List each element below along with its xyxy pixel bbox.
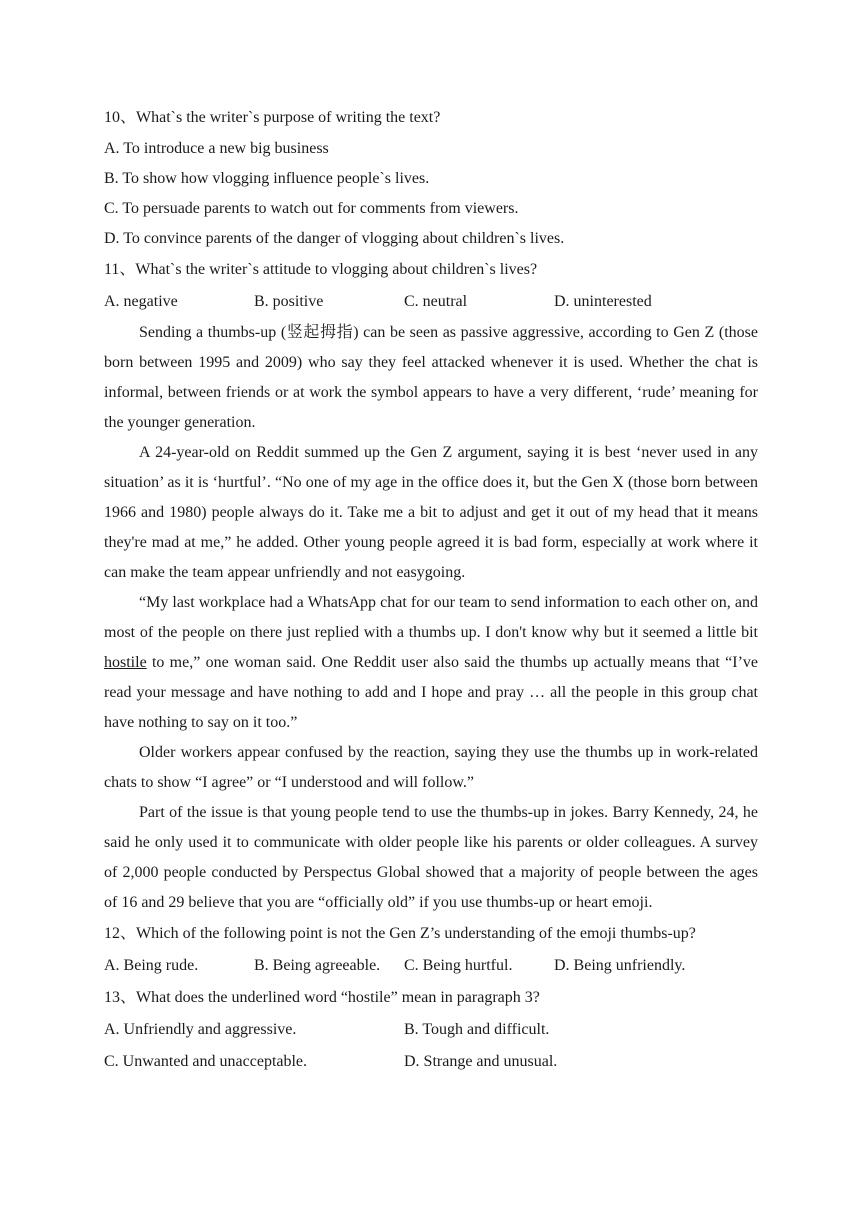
- q12-option-d: D. Being unfriendly.: [554, 957, 686, 974]
- q13-options-row-2: [104, 1046, 758, 1078]
- question-13: 13、What does the underlined word “hostile” mean in paragraph 3?: [104, 989, 540, 1006]
- question-12: 12、Which of the following point is not the Gen Z’s understanding of the emoji thumbs-up?: [104, 925, 696, 942]
- q11-option-b: B. positive: [254, 293, 324, 310]
- q10-option-d: D. To convince parents of the danger of vlogging about children`s lives.: [104, 230, 565, 247]
- p3-text-before: “My last workplace had a WhatsApp chat for our team to send information to each other on, and most of the people on there just replied with a thumbs up. I don't know why but it seemed a little bit: [104, 594, 758, 641]
- q10-option-c: C. To persuade parents to watch out for comments from viewers.: [104, 200, 519, 217]
- q12-option-b: B. Being agreeable.: [254, 957, 381, 974]
- q13-option-d: D. Strange and unusual.: [404, 1053, 558, 1070]
- passage-paragraph-1: Sending a thumbs-up (竖起拇指) can be seen as passive aggressive, according to Gen Z (those born between 1995 and 2009) who say they feel attacked whenever it is used. Whether the chat is informal, between friends or at work the symbol appears to have a very different, ‘rude’ meaning for the younger generation.: [104, 324, 758, 431]
- q10-option-b: B. To show how vlogging influence people`s lives.: [104, 170, 430, 187]
- q13-options-row-1: [104, 1014, 758, 1046]
- p3-text-after: to me,” one woman said. One Reddit user also said the thumbs up actually means that “I’ve read your message and have nothing to add and I hope and pray … all the people in this group chat have nothing to say on it too.”: [104, 654, 758, 731]
- q11-options: [104, 286, 758, 318]
- question-11: 11、What`s the writer`s attitude to vlogging about children`s lives?: [104, 261, 538, 278]
- q11-option-d: D. uninterested: [554, 293, 652, 310]
- passage-paragraph-3: [104, 588, 758, 738]
- question-10: 10、What`s the writer`s purpose of writing the text?: [104, 109, 441, 126]
- q11-option-c: C. neutral: [404, 293, 468, 310]
- exam-page: [104, 102, 758, 1078]
- q12-options: [104, 950, 758, 982]
- q12-option-a: A. Being rude.: [104, 957, 199, 974]
- q13-option-a: A. Unfriendly and aggressive.: [104, 1021, 297, 1038]
- q13-option-b: B. Tough and difficult.: [404, 1021, 550, 1038]
- passage-paragraph-2: A 24-year-old on Reddit summed up the Gen Z argument, saying it is best ‘never used in any situation’ as it is ‘hurtful’. “No one of my age in the office does it, but the Gen X (those born between 1966 and 1980) people always do it. Take me a bit to adjust and get it out of my head that it means they're mad at me,” he added. Other young people agreed it is bad form, especially at work where it can make the team appear unfriendly and not easygoing.: [104, 444, 758, 581]
- q12-option-c: C. Being hurtful.: [404, 957, 513, 974]
- underlined-word-hostile: hostile: [104, 654, 147, 671]
- q11-option-a: A. negative: [104, 293, 178, 310]
- passage-paragraph-5: Part of the issue is that young people tend to use the thumbs-up in jokes. Barry Kennedy, 24, he said he only used it to communicate with older people like his parents or older colleagues. A survey of 2,000 people conducted by Perspectus Global showed that a majority of people between the ages of 16 and 29 believe that you are “officially old” if you use thumbs-up or heart emoji.: [104, 804, 758, 911]
- passage-paragraph-4: Older workers appear confused by the reaction, saying they use the thumbs up in work-related chats to show “I agree” or “I understood and will follow.”: [104, 744, 758, 791]
- q13-option-c: C. Unwanted and unacceptable.: [104, 1053, 308, 1070]
- q10-option-a: A. To introduce a new big business: [104, 140, 329, 157]
